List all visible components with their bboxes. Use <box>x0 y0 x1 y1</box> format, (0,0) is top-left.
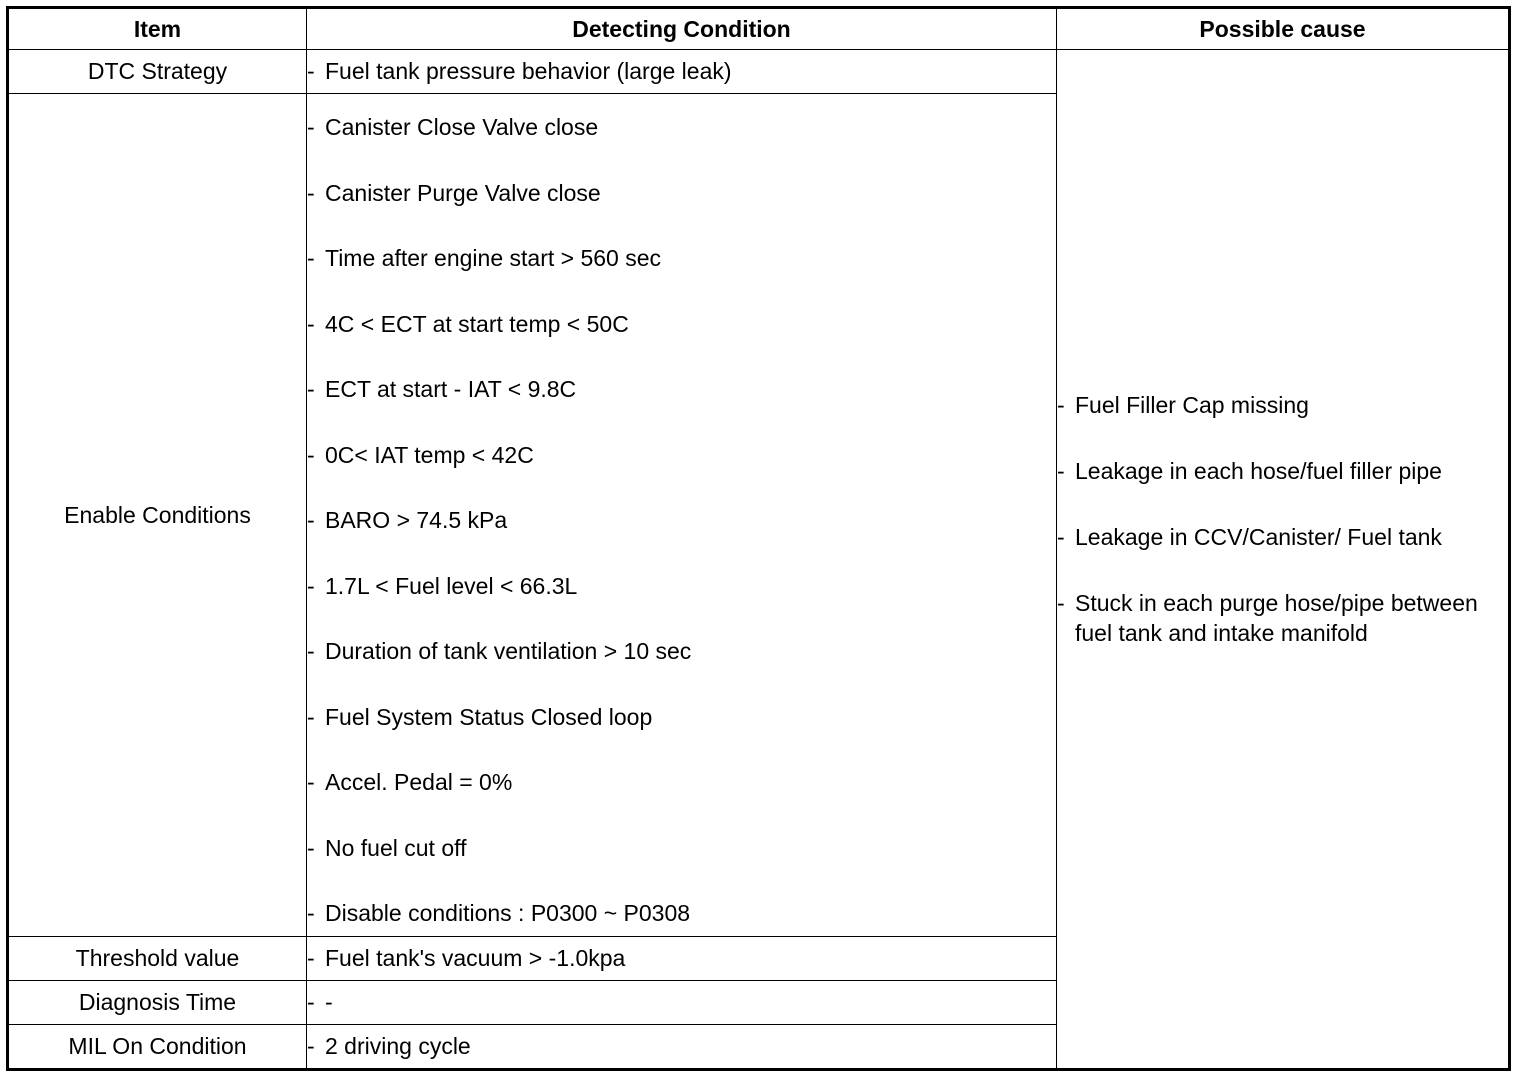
header-possible-cause: Possible cause <box>1057 8 1510 50</box>
condition-mil-on-condition <box>307 1025 1057 1070</box>
item-dtc-strategy: DTC Strategy <box>8 50 307 94</box>
cause-item <box>1057 390 1508 420</box>
enable-condition-item <box>307 768 1056 796</box>
bullet-dash: - <box>307 834 315 861</box>
condition-text: Fuel System Status Closed loop <box>325 703 653 730</box>
bullet-dash: - <box>307 114 315 140</box>
condition-text: Disable conditions : P0300 ~ P0308 <box>325 900 691 926</box>
condition-text: Time after engine start > 560 sec <box>325 245 662 271</box>
condition-diagnosis-time <box>307 981 1057 1025</box>
enable-condition-item <box>307 113 1056 141</box>
bullet-dash: - <box>307 989 315 1015</box>
bullet-dash: - <box>307 1033 315 1059</box>
condition-text: Canister Close Valve close <box>325 114 599 140</box>
condition-text: ECT at start - IAT < 9.8C <box>325 376 577 402</box>
condition-text: 0C< IAT temp < 42C <box>325 441 534 468</box>
bullet-dash: - <box>307 900 315 926</box>
bullet-dash: - <box>1057 590 1065 616</box>
cause-item <box>1057 522 1508 552</box>
condition-text: BARO > 74.5 kPa <box>325 507 508 533</box>
header-row <box>8 8 1510 50</box>
header-detecting-condition: Detecting Condition <box>307 8 1057 50</box>
enable-condition-item <box>307 441 1056 469</box>
bullet-dash: - <box>1057 458 1065 484</box>
condition-dtc-strategy <box>307 50 1057 94</box>
row-dtc-strategy <box>8 50 1510 94</box>
item-enable-conditions: Enable Conditions <box>8 94 307 937</box>
bullet-dash: - <box>307 58 315 84</box>
bullet-dash: - <box>1057 524 1065 550</box>
condition-text: Fuel tank's vacuum > -1.0kpa <box>325 945 626 971</box>
enable-condition-item <box>307 506 1056 534</box>
condition-text: 1.7L < Fuel level < 66.3L <box>325 572 578 599</box>
cause-item <box>1057 588 1508 648</box>
item-threshold-value: Threshold value <box>8 937 307 981</box>
condition-text: Fuel tank pressure behavior (large leak) <box>325 58 732 84</box>
condition-text: 4C < ECT at start temp < 50C <box>325 310 629 337</box>
bullet-dash: - <box>307 769 315 795</box>
bullet-dash: - <box>307 638 315 664</box>
condition-text: No fuel cut off <box>325 834 467 861</box>
bullet-dash: - <box>307 441 315 468</box>
bullet-dash: - <box>307 245 315 271</box>
condition-text: Duration of tank ventilation > 10 sec <box>325 638 692 664</box>
bullet-dash: - <box>307 703 315 730</box>
cause-item <box>1057 456 1508 486</box>
enable-condition-item <box>307 179 1056 207</box>
dtc-detail-table <box>6 6 1511 1071</box>
enable-condition-item <box>307 244 1056 272</box>
condition-text: 2 driving cycle <box>325 1033 471 1059</box>
condition-text: Accel. Pedal = 0% <box>325 769 513 795</box>
enable-condition-item <box>307 637 1056 665</box>
enable-conditions-list <box>307 103 1056 927</box>
enable-condition-item <box>307 310 1056 338</box>
item-mil-on-condition: MIL On Condition <box>8 1025 307 1070</box>
cause-text: Leakage in CCV/Canister/ Fuel tank <box>1075 524 1442 550</box>
bullet-dash: - <box>1057 392 1065 418</box>
condition-text: Canister Purge Valve close <box>325 179 601 206</box>
condition-text: - <box>325 989 333 1015</box>
possible-causes-cell <box>1057 50 1510 1070</box>
enable-condition-item <box>307 703 1056 731</box>
condition-enable-conditions <box>307 94 1057 937</box>
bullet-dash: - <box>307 507 315 533</box>
condition-threshold-value <box>307 937 1057 981</box>
item-diagnosis-time: Diagnosis Time <box>8 981 307 1025</box>
bullet-dash: - <box>307 572 315 599</box>
bullet-dash: - <box>307 945 315 971</box>
header-item: Item <box>8 8 307 50</box>
bullet-dash: - <box>307 179 315 206</box>
cause-text: Fuel Filler Cap missing <box>1075 392 1309 418</box>
enable-condition-item <box>307 834 1056 862</box>
enable-condition-item <box>307 375 1056 403</box>
cause-text: Leakage in each hose/fuel filler pipe <box>1075 458 1442 484</box>
enable-condition-item <box>307 899 1056 927</box>
possible-causes-list <box>1057 390 1508 648</box>
enable-condition-item <box>307 572 1056 600</box>
bullet-dash: - <box>307 376 315 402</box>
cause-text: Stuck in each purge hose/pipe between fuel tank and intake manifold <box>1075 590 1478 646</box>
bullet-dash: - <box>307 310 315 337</box>
